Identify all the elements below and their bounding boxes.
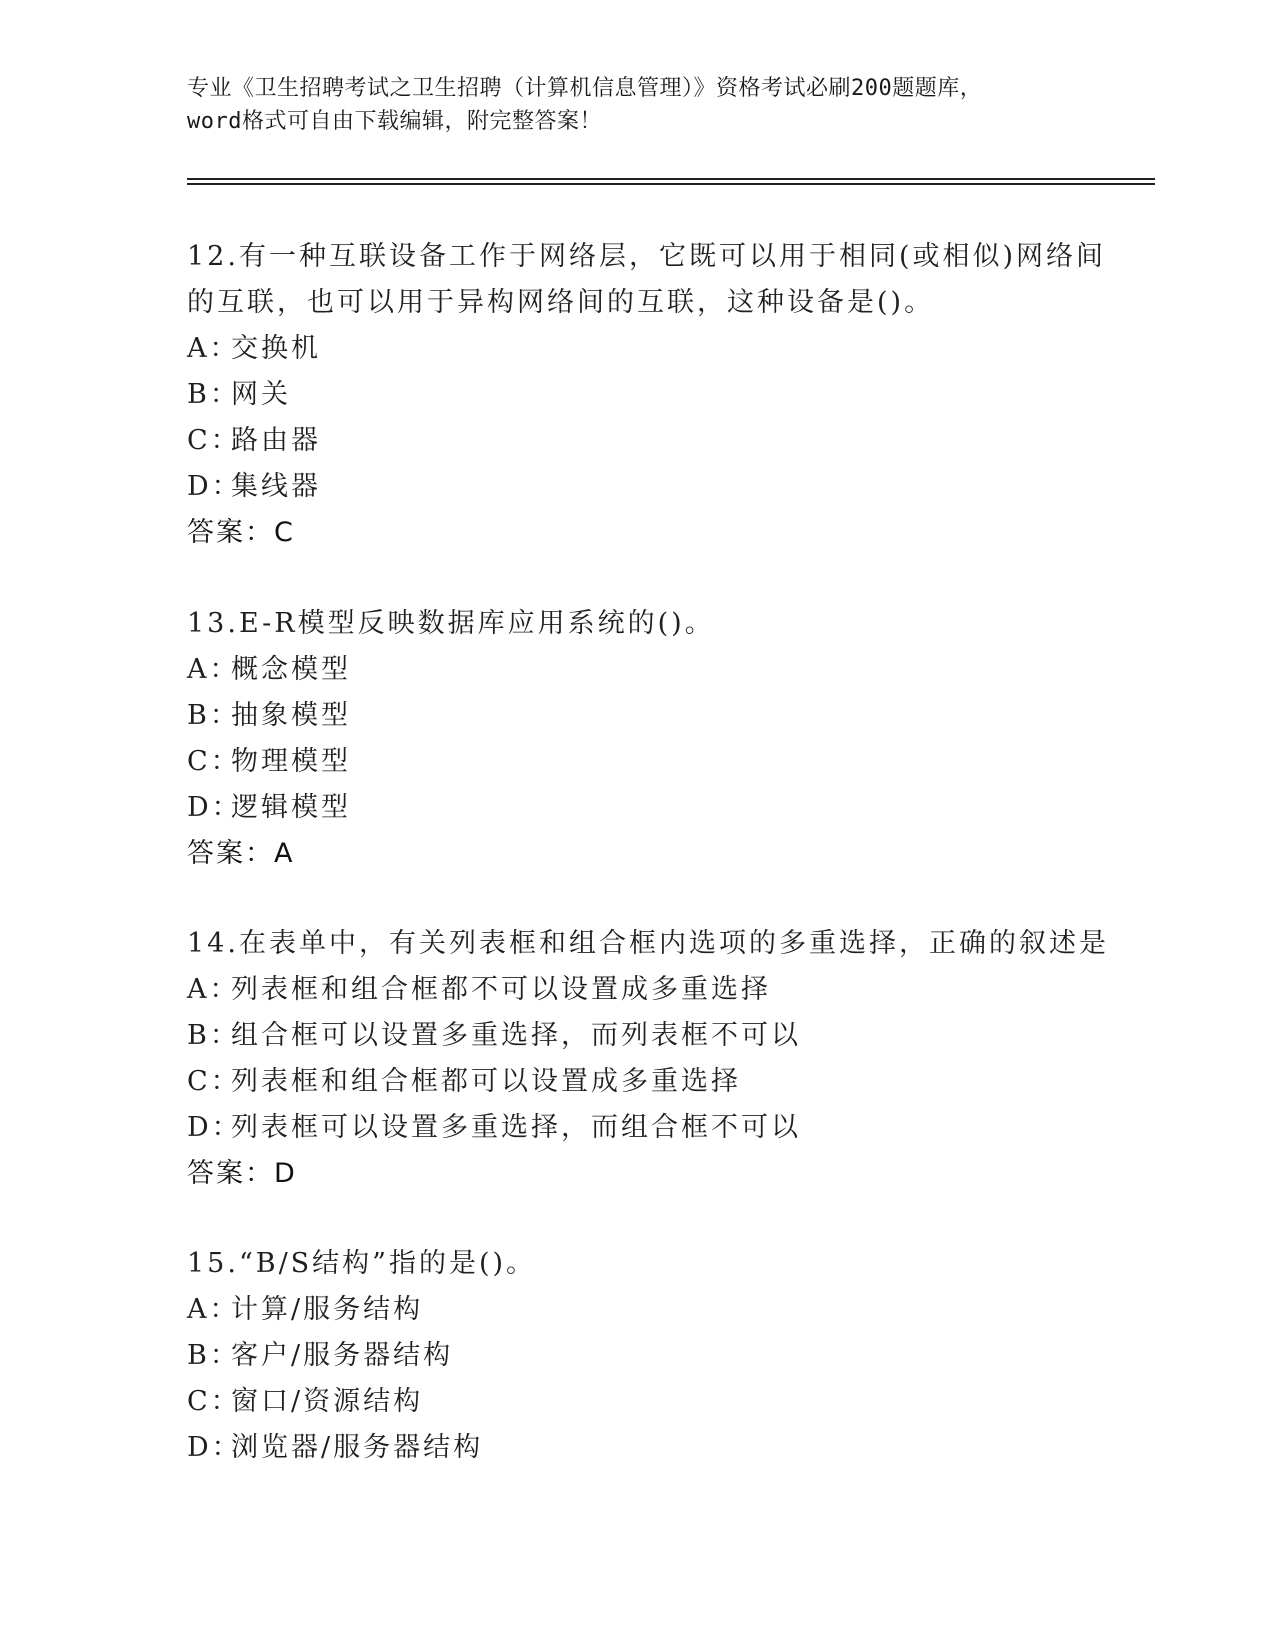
header-line-2: word格式可自由下载编辑，附完整答案！ [187, 109, 602, 134]
option-a [187, 967, 1087, 1013]
header-divider-top [187, 178, 1155, 180]
question-stem-line: 12.有一种互联设备工作于网络层，它既可以用于相同(或相似)网络间 [187, 241, 1107, 272]
answer-line: 答案：A [187, 838, 295, 869]
option-c [187, 1059, 1087, 1105]
option-b [187, 1013, 1087, 1059]
option-text: 概念模型 [231, 654, 351, 685]
question-15 [187, 1241, 1087, 1471]
option-key: C： [187, 746, 241, 777]
option-key: B： [187, 1340, 240, 1371]
question-12 [187, 234, 1107, 556]
answer-line: 答案：D [187, 1158, 297, 1189]
option-text: 计算/服务结构 [231, 1294, 424, 1325]
option-key: D： [187, 471, 242, 502]
option-key: D： [187, 1432, 242, 1463]
option-key: A： [187, 333, 240, 364]
option-text: 物理模型 [231, 746, 351, 777]
option-a [187, 326, 1087, 372]
option-key: C： [187, 1386, 241, 1417]
option-c [187, 739, 1087, 785]
option-text: 集线器 [231, 471, 321, 502]
question-14 [187, 921, 1109, 1197]
option-text: 逻辑模型 [231, 792, 351, 823]
option-b [187, 372, 1087, 418]
answer-line: 答案：C [187, 517, 295, 548]
option-key: D： [187, 1112, 242, 1143]
option-key: A： [187, 654, 240, 685]
option-b [187, 1333, 1087, 1379]
header-line-1: 专业《卫生招聘考试之卫生招聘（计算机信息管理）》资格考试必刷200题题库， [187, 76, 983, 101]
option-key: B： [187, 379, 240, 410]
option-text: 列表框可以设置多重选择，而组合框不可以 [231, 1112, 801, 1143]
option-key: C： [187, 1066, 241, 1097]
option-text: 列表框和组合框都可以设置成多重选择 [231, 1066, 741, 1097]
option-d [187, 464, 1087, 510]
option-d [187, 1105, 1087, 1151]
option-text: 路由器 [231, 425, 321, 456]
question-stem-line: 14.在表单中，有关列表框和组合框内选项的多重选择，正确的叙述是 [187, 928, 1109, 959]
option-d [187, 1425, 1087, 1471]
option-key: C： [187, 425, 241, 456]
option-c [187, 418, 1087, 464]
option-key: D： [187, 792, 242, 823]
header-divider-bottom [187, 183, 1155, 185]
option-text: 窗口/资源结构 [231, 1386, 424, 1417]
question-stem-line: 的互联，也可以用于异构网络间的互联，这种设备是()。 [187, 287, 935, 318]
option-d [187, 785, 1087, 831]
option-key: B： [187, 1020, 240, 1051]
option-key: A： [187, 1294, 240, 1325]
option-text: 抽象模型 [231, 700, 351, 731]
option-c [187, 1379, 1087, 1425]
option-b [187, 693, 1087, 739]
option-key: A： [187, 974, 240, 1005]
question-13 [187, 601, 1087, 877]
option-a [187, 647, 1087, 693]
document-header [187, 72, 1087, 138]
option-text: 浏览器/服务器结构 [231, 1432, 484, 1463]
option-text: 交换机 [231, 333, 321, 364]
question-stem-line: 13.E-R模型反映数据库应用系统的()。 [187, 608, 715, 639]
option-text: 网关 [231, 379, 291, 410]
option-text: 组合框可以设置多重选择，而列表框不可以 [231, 1020, 801, 1051]
question-stem-line: 15.“B/S结构”指的是()。 [187, 1248, 537, 1279]
option-a [187, 1287, 1087, 1333]
option-text: 客户/服务器结构 [231, 1340, 454, 1371]
option-key: B： [187, 700, 240, 731]
option-text: 列表框和组合框都不可以设置成多重选择 [231, 974, 771, 1005]
